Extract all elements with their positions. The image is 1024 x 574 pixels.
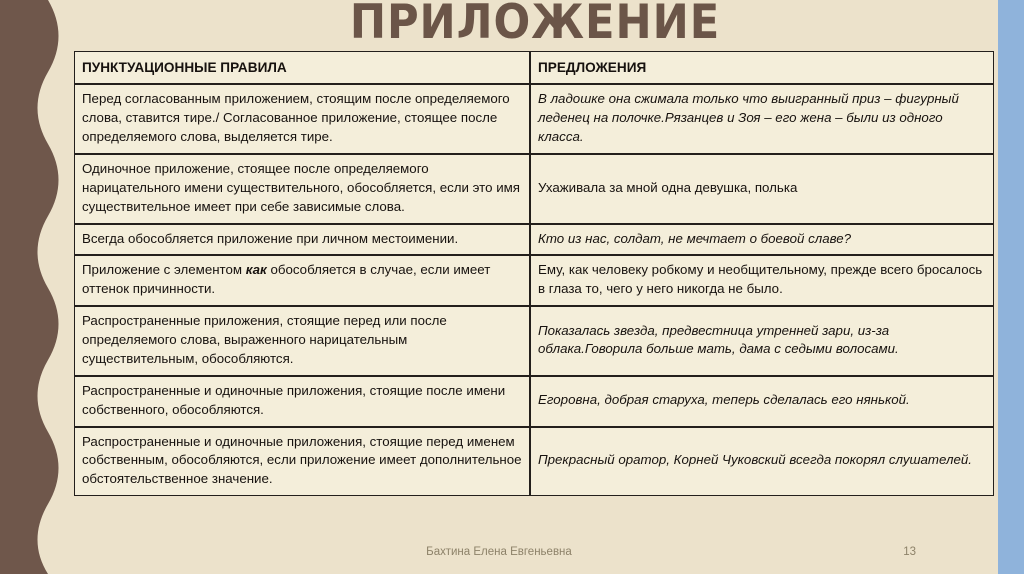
slide-footer xyxy=(0,543,998,574)
sentence-cell: Прекрасный оратор, Корней Чуковский всегда покорял слушателей. xyxy=(530,427,994,497)
rule-cell: Перед согласованным приложением, стоящим после определяемого слова, ставится тире./ Согласованное приложение, стоящее после определяемого слова, выделяется тире. xyxy=(74,84,530,154)
column-header-rules: ПУНКТУАЦИОННЫЕ ПРАВИЛА xyxy=(74,51,530,84)
table-header-row xyxy=(74,51,994,84)
table-row xyxy=(74,376,994,427)
table-row xyxy=(74,154,994,224)
column-header-sentences: ПРЕДЛОЖЕНИЯ xyxy=(530,51,994,84)
right-accent-strip xyxy=(998,0,1024,574)
page-title: ПРИЛОЖЕНИЕ xyxy=(349,0,721,50)
rule-cell: Распространенные приложения, стоящие перед или после определяемого слова, выраженного нарицательным существительным, обособляются. xyxy=(74,306,530,376)
rule-cell: Распространенные и одиночные приложения, стоящие перед именем собственным, обособляются, если приложение имеет дополнительное обстоятельственное значение. xyxy=(74,427,530,497)
sentence-cell: В ладошке она сжимала только что выигранный приз – фигурный леденец на полочке.Рязанцев и Зоя – его жена – были из одного класса. xyxy=(530,84,994,154)
left-decorative-band xyxy=(0,0,80,574)
sentence-cell: Кто из нас, солдат, не мечтает о боевой славе? xyxy=(530,224,994,256)
rule-cell: Распространенные и одиночные приложения, стоящие после имени собственного, обособляются. xyxy=(74,376,530,427)
table-body xyxy=(74,84,994,496)
punctuation-rules-table xyxy=(74,51,994,496)
rule-cell: Одиночное приложение, стоящее после определяемого нарицательного имени существительного, обособляется, если это имя существительное имеет при себе зависимые слова. xyxy=(74,154,530,224)
footer-page-number: 13 xyxy=(903,546,916,558)
sentence-cell: Ухаживала за мной одна девушка, полька xyxy=(530,154,994,224)
table-row xyxy=(74,84,994,154)
rules-table-container xyxy=(74,51,994,496)
table-row xyxy=(74,427,994,497)
rule-cell xyxy=(74,255,530,306)
rule-emphasis-kak: как xyxy=(245,262,267,278)
sentence-cell: Ему, как человеку робкому и необщительному, прежде всего бросалось в глаза то, чего у него никогда не было. xyxy=(530,255,994,306)
sentence-cell: Егоровна, добрая старуха, теперь сделалась его нянькой. xyxy=(530,376,994,427)
table-row xyxy=(74,255,994,306)
table-row xyxy=(74,224,994,256)
rule-text-part: Приложение с элементом xyxy=(82,262,246,278)
sentence-cell: Показалась звезда, предвестница утренней зари, из-за облака.Говорила больше мать, дама с седыми волосами. xyxy=(530,306,994,376)
rule-text-part: обособляется в случае, если имеет оттенок причинности. xyxy=(82,262,491,297)
rule-cell: Всегда обособляется приложение при личном местоимении. xyxy=(74,224,530,256)
footer-author: Бахтина Елена Евгеньевна xyxy=(426,546,572,558)
table-row xyxy=(74,306,994,376)
